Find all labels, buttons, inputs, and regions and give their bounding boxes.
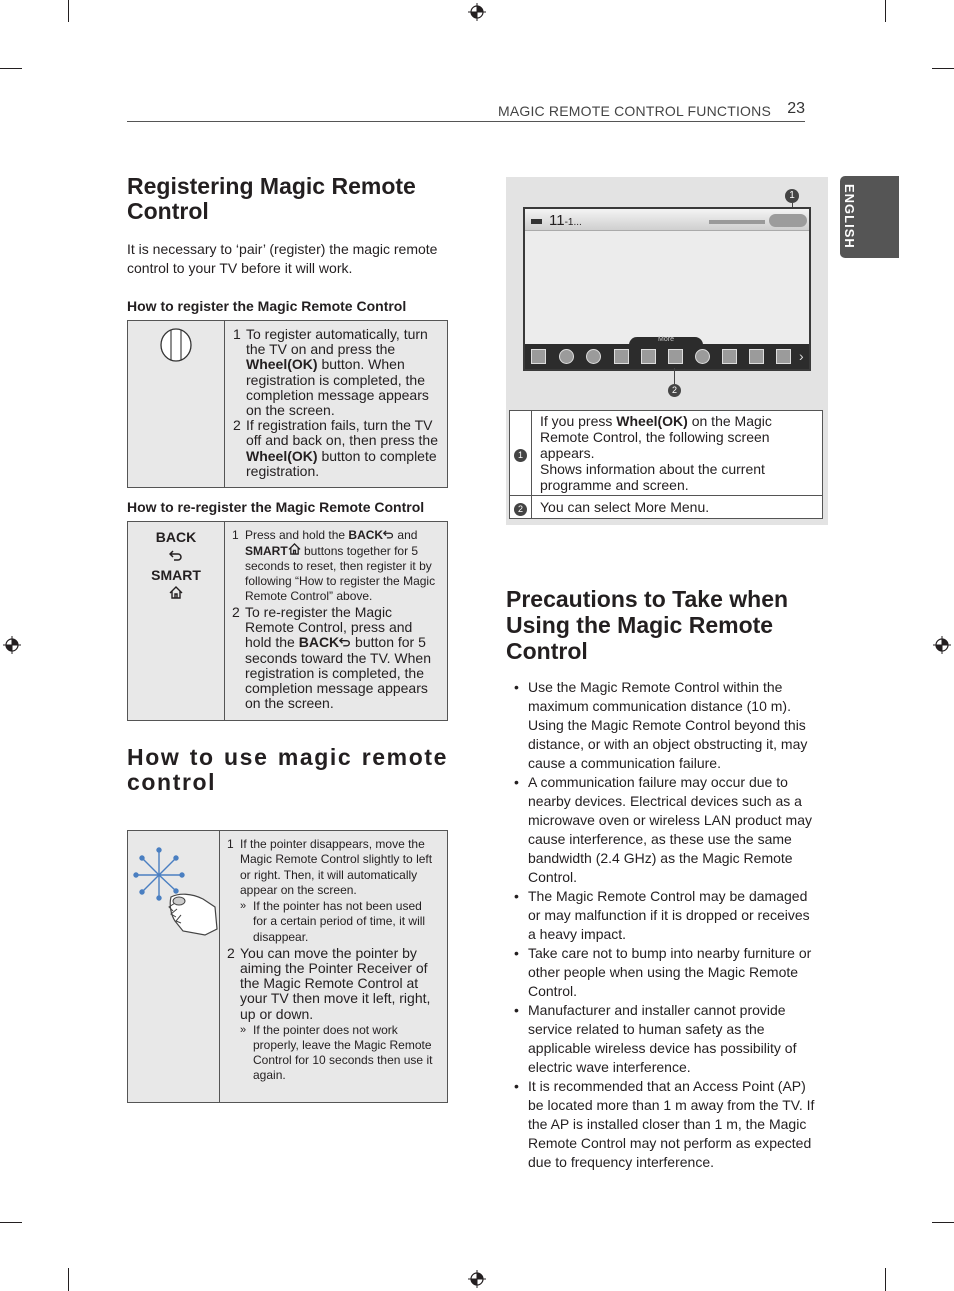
more-chevron-icon[interactable]: › (799, 348, 804, 364)
how-to-use-step: 1 If the pointer disappears, move the Magic Remote Control slightly to left or right. Then, it will automatically appear on the screen. » If the pointer has not been used for a certain period of time, it will disappear. (227, 837, 439, 945)
precaution-item: • It is recommended that an Access Point (AP) be located more than 1 m away from the TV. If the AP is installed closer than 1 m, the Magic Remote Control may not perform as expected due to frequency interference. (514, 1078, 815, 1170)
crop-mark (885, 0, 886, 22)
callout-1-badge: 1 (785, 189, 799, 203)
info-bar (525, 209, 809, 231)
language-tab (840, 176, 899, 258)
crop-mark (68, 1268, 69, 1291)
precaution-item: • The Magic Remote Control may be damaged or may malfunction if it is dropped or receives a heavy impact. (514, 888, 810, 942)
info-pill-button[interactable] (769, 214, 807, 227)
reregister-table (127, 521, 448, 721)
register-table (127, 320, 448, 488)
how-to-use-steps-cell (220, 831, 448, 1103)
menu-item-icon[interactable] (749, 349, 764, 364)
menu-item-icon[interactable] (614, 349, 629, 364)
buttons-cell (128, 522, 225, 721)
channel-number: 11-1... (549, 212, 582, 229)
menu-item-icon[interactable] (776, 349, 791, 364)
how-to-use-steps (227, 837, 439, 1084)
menu-item-icon[interactable] (559, 349, 574, 364)
annotation-badge: 2 (514, 503, 527, 516)
registering-title: Registering Magic Remote Control (127, 173, 416, 224)
menu-item-icon[interactable] (695, 349, 710, 364)
annotation-badge: 1 (514, 449, 527, 462)
menu-item-icon[interactable] (668, 349, 683, 364)
step-notes (240, 1023, 439, 1084)
back-arrow-icon (169, 549, 183, 561)
register-heading: How to register the Magic Remote Control (127, 298, 407, 314)
menu-item-icon[interactable] (586, 349, 601, 364)
back-arrow-icon (383, 529, 394, 539)
register-steps-cell (225, 321, 448, 488)
callout-2-badge: 2 (668, 384, 681, 397)
step-note: » If the pointer does not work properly, leave the Magic Remote Control for 10 seconds then use it again. (240, 1022, 433, 1083)
registering-intro: It is necessary to ‘pair’ (register) the magic remote control to your TV before it will work. (127, 241, 438, 276)
language-label: ENGLISH (842, 184, 857, 249)
crop-mark (932, 68, 954, 69)
registration-mark-icon (468, 3, 486, 21)
annotation-table (509, 410, 823, 519)
wheel-icon-cell (128, 321, 225, 488)
how-to-use-step: 2 You can move the pointer by aiming the Pointer Receiver of the Magic Remote Control at your TV then move it left, right, up or down. » If the pointer does not work properly, leave the Magic Remote Control for 10 seconds then use it again. (227, 946, 439, 1084)
back-arrow-icon (339, 636, 351, 647)
back-label: BACK (155, 529, 197, 545)
remote-pointer-icon (131, 845, 221, 955)
crop-mark (0, 1222, 22, 1223)
reregister-step: 2 To re-register the Magic Remote Control, press and hold the BACK button for 5 seconds toward the TV. When registration is completed, the completion message appears on the screen. (232, 604, 431, 712)
register-steps (233, 327, 439, 479)
reregister-steps-cell (225, 522, 448, 721)
menu-item-icon[interactable] (641, 349, 656, 364)
page-number: 23 (787, 100, 805, 117)
wheel-button-icon (158, 327, 194, 363)
callout-2-line (674, 368, 675, 384)
annotation-text: You can select More Menu. (532, 496, 823, 519)
home-icon (169, 586, 183, 599)
precautions-title: Precautions to Take when Using the Magic Remote Control (506, 586, 789, 664)
crop-mark (885, 1268, 886, 1291)
reregister-steps (232, 528, 439, 711)
page-header (127, 100, 805, 122)
smart-label: SMART (151, 567, 201, 583)
registration-mark-icon (933, 636, 951, 654)
progress-slot (709, 220, 765, 224)
how-to-use-title: How to use magic remote control (127, 744, 448, 795)
channel-icon (531, 219, 542, 224)
menu-item-icon[interactable] (531, 349, 546, 364)
step-note: » If the pointer has not been used for a certain period of time, it will disappear. (240, 899, 426, 944)
registration-mark-icon (3, 636, 21, 654)
tv-screen (523, 207, 811, 371)
crop-mark (932, 1222, 954, 1223)
section-title: MAGIC REMOTE CONTROL FUNCTIONS (497, 103, 771, 119)
how-to-use-table (127, 830, 448, 1103)
annotation-number-cell (510, 496, 532, 519)
step-notes (240, 899, 439, 945)
annotation-number-cell (510, 411, 532, 496)
home-icon (288, 543, 301, 555)
registration-mark-icon (468, 1270, 486, 1288)
precaution-item: • Use the Magic Remote Control within the maximum communication distance (10 m). Using the Magic Remote Control beyond this distance, or with an object obstructing it, may cause a communication failure. (514, 679, 808, 771)
precaution-item: • Manufacturer and installer cannot provide service related to human safety as the applicable wireless device has possibility of electric wave interference. (514, 1002, 797, 1075)
precautions-list (514, 678, 819, 1172)
register-step: 1 To register automatically, turn the TV on and press the Wheel(OK) button. When registration is completed, the completion message appears on the screen. (233, 326, 429, 419)
menu-item-icon[interactable] (722, 349, 737, 364)
register-step: 2 If registration fails, turn the TV off and back on, then press the Wheel(OK) button to complete registration. (233, 417, 438, 479)
crop-mark (68, 0, 69, 22)
precaution-item: • Take care not to bump into nearby furniture or other people when using the Magic Remote Control. (514, 945, 812, 999)
annotation-text: If you press Wheel(OK) on the Magic Remote Control, the following screen appears. Shows information about the current programme and screen. (532, 411, 823, 496)
more-tab[interactable]: More (629, 337, 703, 347)
crop-mark (0, 68, 22, 69)
precaution-item: • A communication failure may occur due to nearby devices. Electrical devices such as a microwave oven or wireless LAN product may cause interference, as these use the same bandwidth (2.4 GHz) as the Magic Remote Control. (514, 774, 812, 885)
reregister-step: 1 Press and hold the BACK and SMART buttons together for 5 seconds to reset, then register it by following “How to register the Magic Remote Control” above. (232, 528, 436, 603)
pointer-illustration-cell (128, 831, 220, 1103)
reregister-heading: How to re-register the Magic Remote Control (127, 499, 425, 515)
